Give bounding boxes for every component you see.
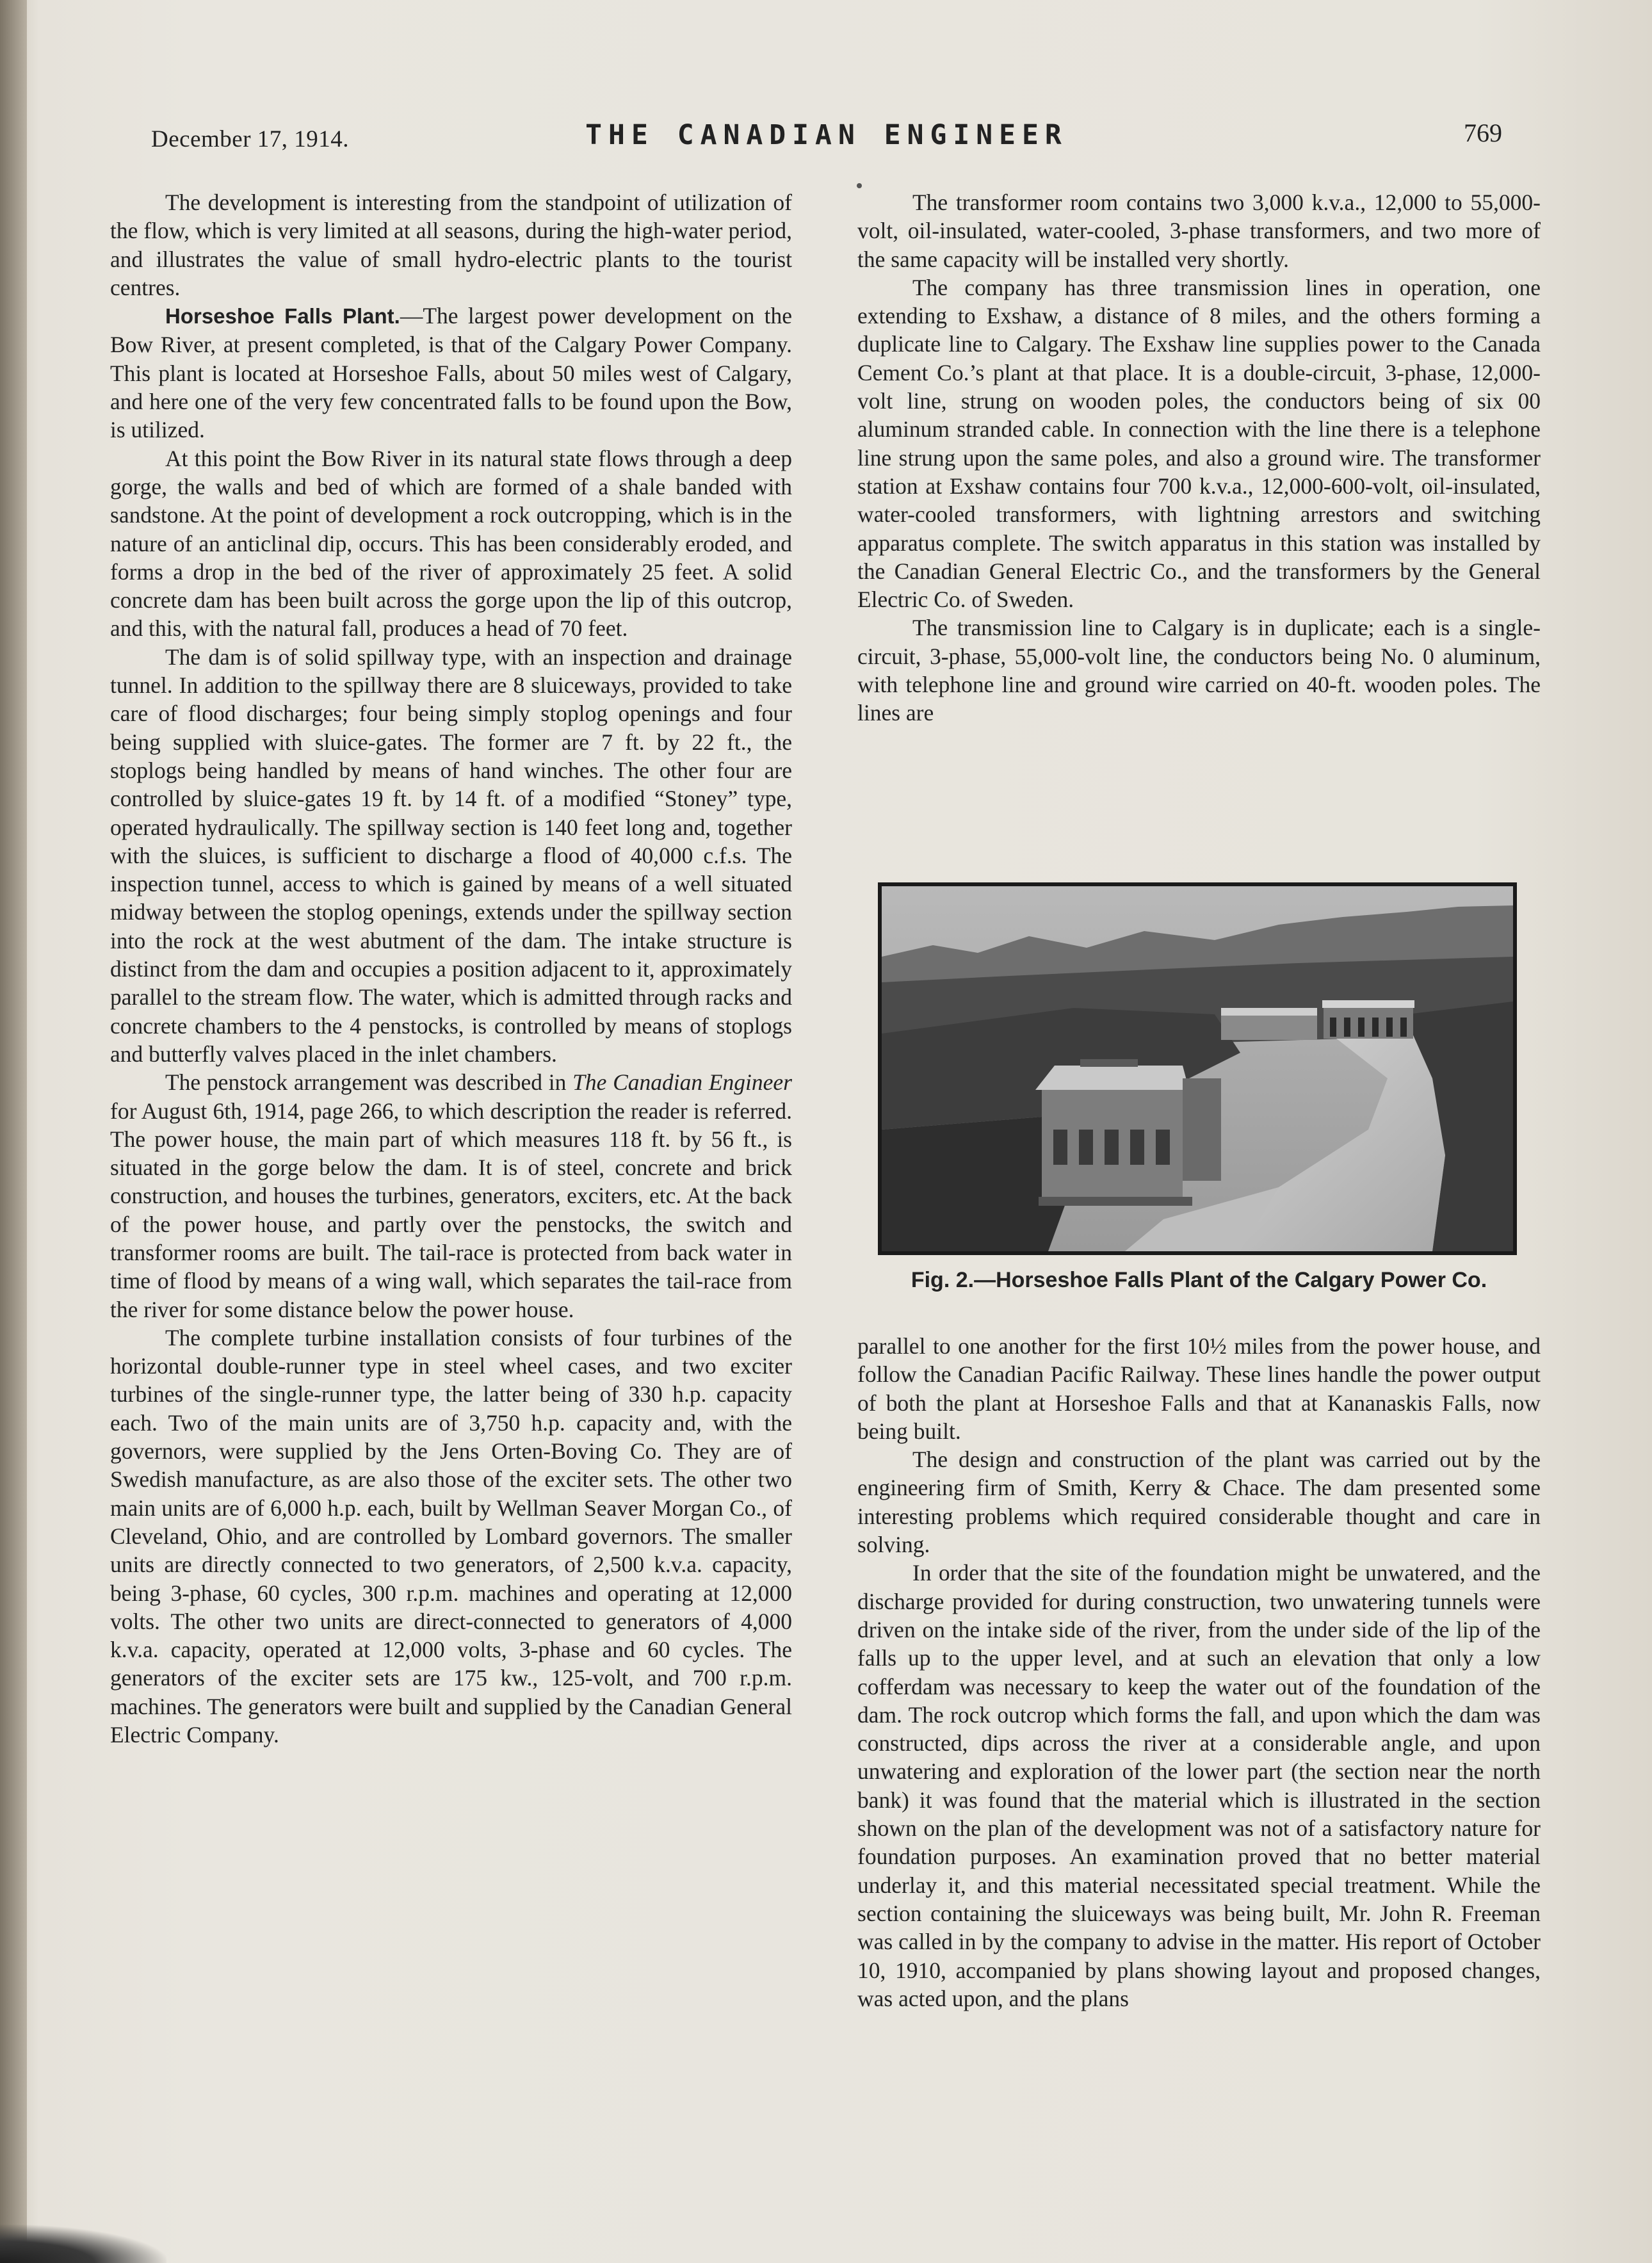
- paragraph: The company has three transmission lines in operation, one extending to Exshaw, a distance of 8 miles, and the others forming a duplicate line to Calgary. The Exshaw line supplies power to the Canada Cement Co.’s plant at that place. It is a double-circuit, 3-phase, 12,000-volt line, strung on wooden poles, the conductors being of six 00 aluminum stranded cable. In connection with the line there is a telephone line strung upon the same poles, and also a ground wire. The transformer station at Exshaw contains four 700 k.v.a., 12,000-600-volt, oil-insulated, water-cooled transformers, with lightning arrestors and switching apparatus complete. The switch apparatus in this station was installed by the Canadian General Electric Co., and the transformers by the General Electric Co. of Sweden.: [857, 274, 1541, 613]
- margin-dot: [857, 183, 862, 188]
- power-plant-photo: [882, 886, 1513, 1251]
- page-corner-shadow: [0, 2225, 166, 2263]
- paragraph: At this point the Bow River in its natural state flows through a deep gorge, the walls and bed of which are formed of a shale banded with sandstone. At the point of development a rock outcropping, which is in the nature of an anticlinal dip, occurs. This has been considerably eroded, and forms a drop in the bed of the river of approximately 25 feet. A solid concrete dam has been built across the gorge upon the lip of this outcrop, and this, with the natural fall, produces a head of 70 feet.: [110, 445, 792, 642]
- left-column: [110, 188, 792, 1749]
- running-header: [151, 113, 1502, 170]
- paragraph: The complete turbine installation consists of four turbines of the horizontal double-runner type in steel wheel cases, and two exciter turbines of the single-runner type, the latter being of 330 h.p. capacity each. Two of the main units are of 3,750 h.p. capacity and, with the governors, were supplied by the Jens Orten-Boving Co. They are of Swedish manufacture, as are also those of the exciter sets. The other two main units are of 6,000 h.p. each, built by Wellman Seaver Morgan Co., of Cleveland, Ohio, and are controlled by Lombard governors. The smaller units are directly connected to two generators, of 2,500 k.v.a. capacity, being 3-phase, 60 cycles, 300 r.p.m. machines and operating at 12,000 volts. The other two units are direct-connected to generators of 4,000 k.v.a. capacity, operated at 12,000 volts, 3-phase and 60 cycles. The generators of the exciter sets are 175 kw., 125-volt, and 700 r.p.m. machines. The generators were built and supplied by the Canadian General Electric Company.: [110, 1324, 792, 1748]
- paragraph: The development is interesting from the standpoint of utilization of the flow, which is very limited at all seasons, during the high-water period, and illustrates the value of small hydro-electric plants to the tourist centres.: [110, 190, 792, 300]
- paragraph: The transmission line to Calgary is in duplicate; each is a single-circuit, 3-phase, 55,000-volt line, the conductors being No. 0 aluminum, with telephone line and ground wire carried on 40-ft. wooden poles. The lines are: [857, 615, 1541, 726]
- paragraph: The dam is of solid spillway type, with an inspection and drainage tunnel. In addition to the spillway there are 8 sluiceways, provided to take care of flood discharges; four being simply stoplog openings and four being supplied with sluice-gates. The former are 7 ft. by 22 ft., the stoplogs being handled by means of hand winches. The other four are controlled by sluice-gates 19 ft. by 14 ft. of a modified “Stoney” type, operated hydraulically. The spillway section is 140 feet long and, together with the sluices, is sufficient to discharge a flood of 40,000 c.f.s. The inspection tunnel, access to which is gained by means of a well situated midway between the stoplog openings, extends under the spillway section into the rock at the west abutment of the dam. The intake structure is distinct from the dam and occupies a position adjacent to it, approximately parallel to the stream flow. The water, which is admitted through racks and concrete chambers to the 4 penstocks, is controlled by means of stoplogs and butterfly valves placed in the inlet chambers.: [110, 644, 792, 1067]
- paragraph: The transformer room contains two 3,000 k.v.a., 12,000 to 55,000-volt, oil-insulated, water-cooled, 3-phase transformers, and two more of the same capacity will be installed very shortly.: [857, 190, 1541, 272]
- paragraph: [110, 1068, 792, 1324]
- figure-photo: [878, 882, 1517, 1255]
- figure-caption: Fig. 2.—Horseshoe Falls Plant of the Calgary Power Co.: [911, 1268, 1487, 1292]
- right-column-top: [857, 188, 1541, 727]
- paragraph: The design and construction of the plant was carried out by the engineering firm of Smith, Kerry & Chace. The dam presented some interesting problems which required considerable thought and care in solving.: [857, 1447, 1541, 1558]
- paragraph: parallel to one another for the first 10½ miles from the power house, and follow the Canadian Pacific Railway. These lines handle the power output of both the plant at Horseshoe Falls and that at Kananaskis Falls, now being built.: [857, 1333, 1541, 1444]
- paragraph: In order that the site of the foundation might be unwatered, and the discharge provided for during construction, two unwatering tunnels were driven on the intake side of the river, from the under side of the lip of the falls up to the upper level, and at such an elevation that only a low cofferdam was necessary to keep the water out of the foundation of the dam. The rock outcrop which forms the fall, and upon which the dam was constructed, dips across the river at a considerable angle, and upon unwatering and exploration of the lower part (the section near the north bank) it was found that the material which is illustrated in the section shown on the plan of the development was not of a satisfactory nature for foundation purposes. An examination proved that no better material underlay it, and this material necessitated special treatment. While the section containing the sluiceways was being built, Mr. John R. Freeman was called in by the company to advise in the matter. His report of October 10, 1910, accompanied by plans showing layout and proposed changes, was acted upon, and the plans: [857, 1560, 1541, 2011]
- page-number: 769: [1464, 118, 1502, 147]
- journal-title: THE CANADIAN ENGINEER: [585, 119, 1068, 151]
- journal-citation: The Canadian Engineer: [572, 1069, 792, 1096]
- page-binding-edge: [0, 0, 27, 2263]
- right-column-bottom: [857, 1332, 1541, 2013]
- header-date: December 17, 1914.: [151, 126, 350, 152]
- section-heading: Horseshoe Falls Plant.: [165, 304, 400, 328]
- paragraph-text: —The largest power development on the Bow River, at present completed, is that of the Calgary Power Company. This plant is located at Horseshoe Falls, about 50 miles west of Calgary, and here one of the very few concentrated falls to be found upon the Bow, is utilized.: [110, 303, 792, 443]
- paragraph-text: The penstock arrangement was described in: [165, 1069, 573, 1096]
- paragraph: [110, 302, 792, 444]
- paragraph-text: for August 6th, 1914, page 266, to which description the reader is referred. The power house, the main part of which measures 118 ft. by 56 ft., is situated in the gorge below the dam. It is of steel, concrete and brick construction, and houses the turbines, generators, exciters, etc. At the back of the power house, and partly over the penstocks, the switch and transformer rooms are built. The tail-race is protected from back water in time of flood by means of a wing wall, which separates the tail-race from the river for some distance below the power house.: [110, 1098, 792, 1322]
